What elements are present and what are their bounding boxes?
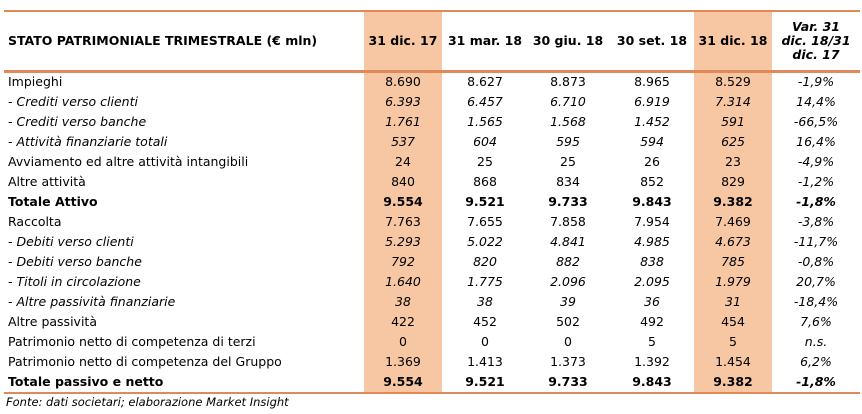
row-value: 23 <box>725 154 741 169</box>
row-label: - Debiti verso banche <box>8 254 142 269</box>
row-value: 26 <box>644 154 660 169</box>
row-value: 829 <box>721 174 745 189</box>
row-label: Patrimonio netto di competenza del Gruppo <box>8 354 282 369</box>
row-change-value: -66,5% <box>793 114 839 129</box>
row-value: 454 <box>721 314 745 329</box>
row-value: 1.369 <box>385 354 421 369</box>
row-label: - Crediti verso clienti <box>8 94 138 109</box>
row-value: 1.568 <box>550 114 586 129</box>
row-value: 9.554 <box>383 374 423 389</box>
row-value: 8.627 <box>467 74 503 89</box>
row-change-value: -3,8% <box>797 214 835 229</box>
row-value: 868 <box>473 174 497 189</box>
row-value: 38 <box>395 294 411 309</box>
row-value: 604 <box>473 134 497 149</box>
row-value: 834 <box>556 174 580 189</box>
row-label: Patrimonio netto di competenza di terzi <box>8 334 256 349</box>
table-row <box>0 332 862 352</box>
header-title: STATO PATRIMONIALE TRIMESTRALE (€ mln) <box>8 33 318 48</box>
row-value: 1.565 <box>467 114 503 129</box>
table-row <box>0 152 862 172</box>
row-value: 1.413 <box>467 354 503 369</box>
table-row <box>0 192 862 212</box>
row-value: 4.673 <box>715 234 751 249</box>
row-value: 38 <box>477 294 493 309</box>
row-value: 1.452 <box>634 114 670 129</box>
row-value: 4.985 <box>634 234 670 249</box>
row-value: 39 <box>560 294 576 309</box>
table-row <box>0 112 862 132</box>
header-col-6: Var. 31 dic. 18/31 dic. 17 <box>781 19 851 62</box>
row-label: Altre attività <box>8 174 86 189</box>
row-value: 502 <box>556 314 580 329</box>
source-note: Fonte: dati societari; elaborazione Market Insight <box>6 395 289 409</box>
row-value: 7.655 <box>467 214 503 229</box>
row-value: 838 <box>640 254 664 269</box>
row-label: Impieghi <box>8 74 63 89</box>
table-row <box>0 172 862 192</box>
row-change-value: n.s. <box>804 334 828 349</box>
row-label: Altre passività <box>8 314 97 329</box>
row-value: 9.843 <box>632 194 672 209</box>
row-value: 6.919 <box>634 94 670 109</box>
row-value: 537 <box>391 134 415 149</box>
header-col-5: 31 dic. 18 <box>698 33 768 48</box>
table-row <box>0 212 862 232</box>
header-col-1: 31 dic. 17 <box>368 33 438 48</box>
row-value: 7.858 <box>550 214 586 229</box>
row-value: 6.710 <box>550 94 586 109</box>
bottom-rule <box>4 392 860 394</box>
table-row <box>0 232 862 252</box>
table-row <box>0 372 862 392</box>
header-col-2: 31 mar. 18 <box>447 33 523 48</box>
row-label: Totale Attivo <box>8 194 98 209</box>
row-value: 792 <box>391 254 415 269</box>
row-value: 5 <box>729 334 737 349</box>
row-change-value: -1,2% <box>797 174 835 189</box>
row-value: 8.965 <box>634 74 670 89</box>
row-change-value: -1,9% <box>797 74 835 89</box>
row-change-value: -0,8% <box>797 254 835 269</box>
row-change-value: 6,2% <box>800 354 832 369</box>
row-value: 9.521 <box>465 374 505 389</box>
row-value: 1.454 <box>715 354 751 369</box>
row-value: 9.382 <box>713 194 753 209</box>
header-label <box>0 12 364 70</box>
row-value: 7.314 <box>715 94 751 109</box>
table-row <box>0 352 862 372</box>
row-value: 2.096 <box>550 274 586 289</box>
row-value: 6.457 <box>467 94 503 109</box>
row-change-value: 16,4% <box>796 134 836 149</box>
table-row <box>0 92 862 112</box>
header-col-3: 30 giu. 18 <box>532 33 604 48</box>
row-value: 1.640 <box>385 274 421 289</box>
row-change-value: -1,8% <box>796 374 836 389</box>
row-label: Raccolta <box>8 214 62 229</box>
row-change-value: 20,7% <box>796 274 836 289</box>
row-value: 7.954 <box>634 214 670 229</box>
row-value: 1.775 <box>467 274 503 289</box>
row-value: 492 <box>640 314 664 329</box>
row-value: 452 <box>473 314 497 329</box>
row-value: 0 <box>481 334 489 349</box>
row-value: 9.733 <box>548 374 588 389</box>
row-value: 840 <box>391 174 415 189</box>
table-row <box>0 312 862 332</box>
row-value: 9.733 <box>548 194 588 209</box>
row-value: 8.873 <box>550 74 586 89</box>
row-value: 595 <box>556 134 580 149</box>
header-col-4: 30 set. 18 <box>616 33 688 48</box>
row-value: 0 <box>399 334 407 349</box>
row-value: 7.469 <box>715 214 751 229</box>
row-value: 6.393 <box>385 94 421 109</box>
row-value: 625 <box>721 134 745 149</box>
row-value: 594 <box>640 134 664 149</box>
row-value: 1.979 <box>715 274 751 289</box>
row-value: 9.382 <box>713 374 753 389</box>
row-label: - Attività finanziarie totali <box>8 134 168 149</box>
row-change-value: -1,8% <box>796 194 836 209</box>
row-value: 785 <box>721 254 745 269</box>
row-label: - Titoli in circolazione <box>8 274 141 289</box>
row-change-value: -11,7% <box>793 234 839 249</box>
row-value: 36 <box>644 294 660 309</box>
row-value: 8.690 <box>385 74 421 89</box>
row-value: 5.022 <box>467 234 503 249</box>
row-value: 882 <box>556 254 580 269</box>
row-value: 24 <box>395 154 411 169</box>
row-value: 852 <box>640 174 664 189</box>
row-value: 9.843 <box>632 374 672 389</box>
row-value: 9.521 <box>465 194 505 209</box>
row-value: 1.373 <box>550 354 586 369</box>
row-value: 0 <box>564 334 572 349</box>
row-value: 820 <box>473 254 497 269</box>
table-row <box>0 72 862 92</box>
row-change-value: -18,4% <box>793 294 839 309</box>
row-value: 9.554 <box>383 194 423 209</box>
table-row <box>0 252 862 272</box>
row-change-value: 7,6% <box>800 314 832 329</box>
row-value: 31 <box>725 294 741 309</box>
row-label: - Crediti verso banche <box>8 114 147 129</box>
row-value: 4.841 <box>550 234 586 249</box>
row-value: 8.529 <box>715 74 751 89</box>
table-row <box>0 132 862 152</box>
row-value: 7.763 <box>385 214 421 229</box>
row-value: 2.095 <box>634 274 670 289</box>
row-change-value: -4,9% <box>797 154 835 169</box>
row-change-value: 14,4% <box>796 94 836 109</box>
row-label: - Debiti verso clienti <box>8 234 134 249</box>
row-value: 591 <box>721 114 745 129</box>
row-value: 25 <box>560 154 576 169</box>
row-value: 25 <box>477 154 493 169</box>
row-value: 5 <box>648 334 656 349</box>
table-row <box>0 292 862 312</box>
row-value: 422 <box>391 314 415 329</box>
row-value: 1.761 <box>385 114 421 129</box>
row-value: 5.293 <box>385 234 421 249</box>
row-value: 1.392 <box>634 354 670 369</box>
row-label: Avviamento ed altre attività intangibili <box>8 154 249 169</box>
row-label: - Altre passività finanziarie <box>8 294 176 309</box>
row-label: Totale passivo e netto <box>8 374 164 389</box>
table-row <box>0 272 862 292</box>
